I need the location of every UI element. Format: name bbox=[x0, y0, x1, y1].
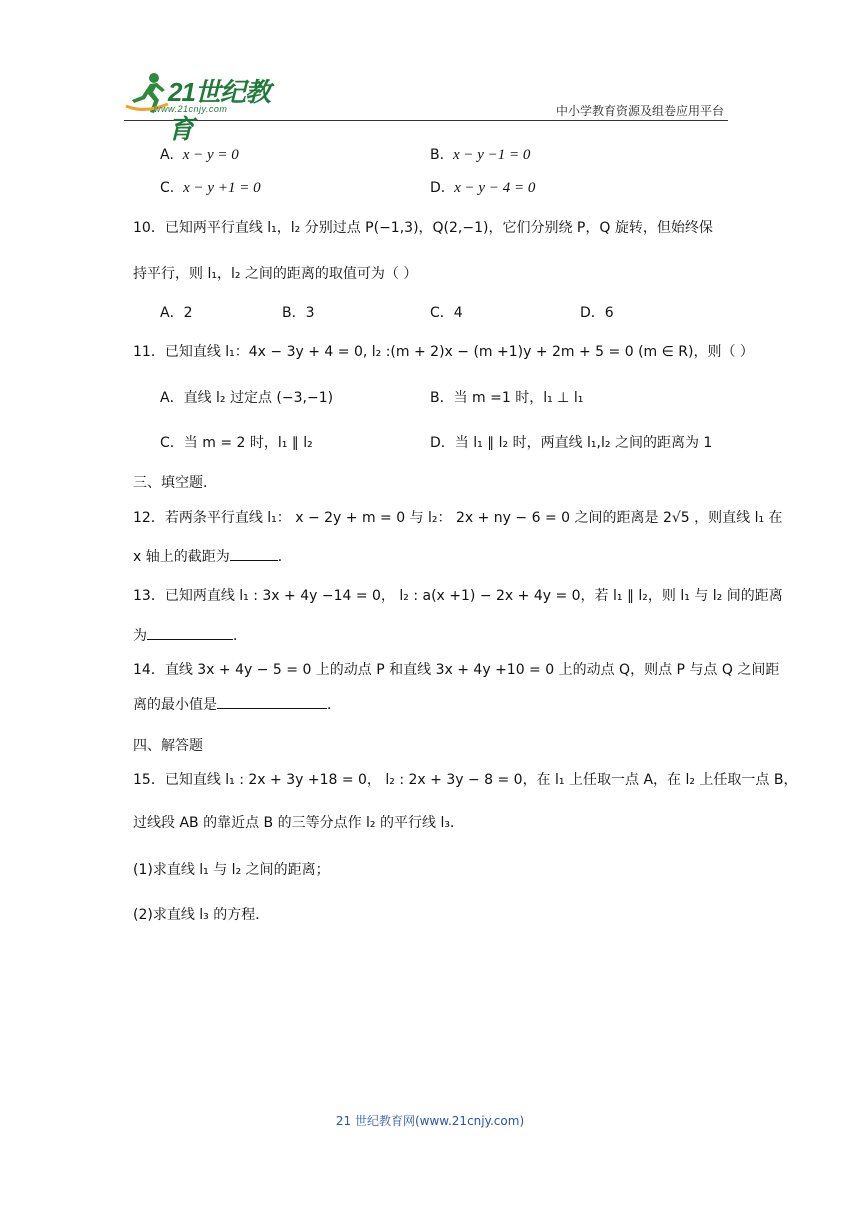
q9-option-c: C. x − y +1 = 0 bbox=[160, 180, 261, 196]
q14-stem-line2: 离的最小值是 ． bbox=[133, 694, 341, 715]
q9-option-a: A. x − y = 0 bbox=[160, 147, 239, 163]
q15-part-2: (2)求直线 l₃ 的方程． bbox=[133, 907, 270, 923]
page-header bbox=[124, 66, 728, 144]
logo-url: www.21cnjy.com bbox=[154, 104, 228, 114]
platform-label: 中小学教育资源及组卷应用平台 bbox=[555, 104, 724, 118]
q12-answer-blank[interactable] bbox=[230, 546, 278, 561]
q10-option-c: C．4 bbox=[430, 305, 463, 321]
q10-stem-line1: 10．已知两平行直线 l₁，l₂ 分别过点 P(−1,3)，Q(2,−1)，它们分别绕 P，Q 旋转，但始终保 bbox=[133, 220, 713, 236]
q10-option-d: D．6 bbox=[580, 305, 614, 321]
q12-stem-line1: 12．若两条平行直线 l₁： x − 2y + m = 0 与 l₂： 2x + ny − 6 = 0 之间的距离是 2√5 ，则直线 l₁ 在 bbox=[133, 510, 783, 526]
logo bbox=[124, 66, 294, 144]
page-footer[interactable]: 21 世纪教育网(www.21cnjy.com) bbox=[335, 1114, 525, 1128]
logo-text: 21世纪教育 bbox=[168, 77, 270, 144]
section-4-heading: 四、解答题 bbox=[133, 738, 203, 754]
q11-option-d: D．当 l₁ ∥ l₂ 时，两直线 l₁,l₂ 之间的距离为 1 bbox=[430, 435, 713, 451]
q11-option-b: B．当 m =1 时，l₁ ⊥ l₁ bbox=[430, 390, 584, 406]
section-3-heading: 三、填空题． bbox=[133, 475, 217, 491]
q9-option-b: B. x − y −1 = 0 bbox=[430, 147, 531, 163]
q14-answer-blank[interactable] bbox=[217, 694, 327, 709]
q11-option-c: C．当 m = 2 时，l₁ ∥ l₂ bbox=[160, 435, 313, 451]
q13-answer-blank[interactable] bbox=[147, 625, 233, 640]
q11-stem: 11．已知直线 l₁：4x − 3y + 4 = 0, l₂ :(m + 2)x − (m +1)y + 2m + 5 = 0 (m ∈ R)，则（ ） bbox=[133, 344, 754, 360]
q10-stem-line2: 持平行，则 l₁，l₂ 之间的距离的取值可为（ ） bbox=[133, 266, 418, 282]
q10-option-b: B．3 bbox=[282, 305, 315, 321]
q10-option-a: A．2 bbox=[160, 305, 193, 321]
q15-stem-line2: 过线段 AB 的靠近点 B 的三等分点作 l₂ 的平行线 l₃． bbox=[133, 815, 464, 831]
q13-stem-line1: 13．已知两直线 l₁ : 3x + 4y −14 = 0， l₂ : a(x +1) − 2x + 4y = 0，若 l₁ ∥ l₂，则 l₁ 与 l₂ 间的距离 bbox=[133, 588, 783, 604]
q14-stem-line1: 14．直线 3x + 4y − 5 = 0 上的动点 P 和直线 3x + 4y +10 = 0 上的动点 Q，则点 P 与点 Q 之间距 bbox=[133, 662, 780, 678]
q12-stem-line2: x 轴上的截距为 ． bbox=[133, 546, 292, 567]
q15-part-1: (1)求直线 l₁ 与 l₂ 之间的距离； bbox=[133, 862, 330, 878]
q11-option-a: A．直线 l₂ 过定点 (−3,−1) bbox=[160, 390, 334, 406]
q9-option-d: D. x − y − 4 = 0 bbox=[430, 180, 536, 196]
q13-stem-line2: 为 ． bbox=[133, 625, 247, 646]
q15-stem-line1: 15．已知直线 l₁ : 2x + 3y +18 = 0， l₂ : 2x + 3y − 8 = 0，在 l₁ 上任取一点 A，在 l₂ 上任取一点 B， bbox=[133, 772, 798, 788]
